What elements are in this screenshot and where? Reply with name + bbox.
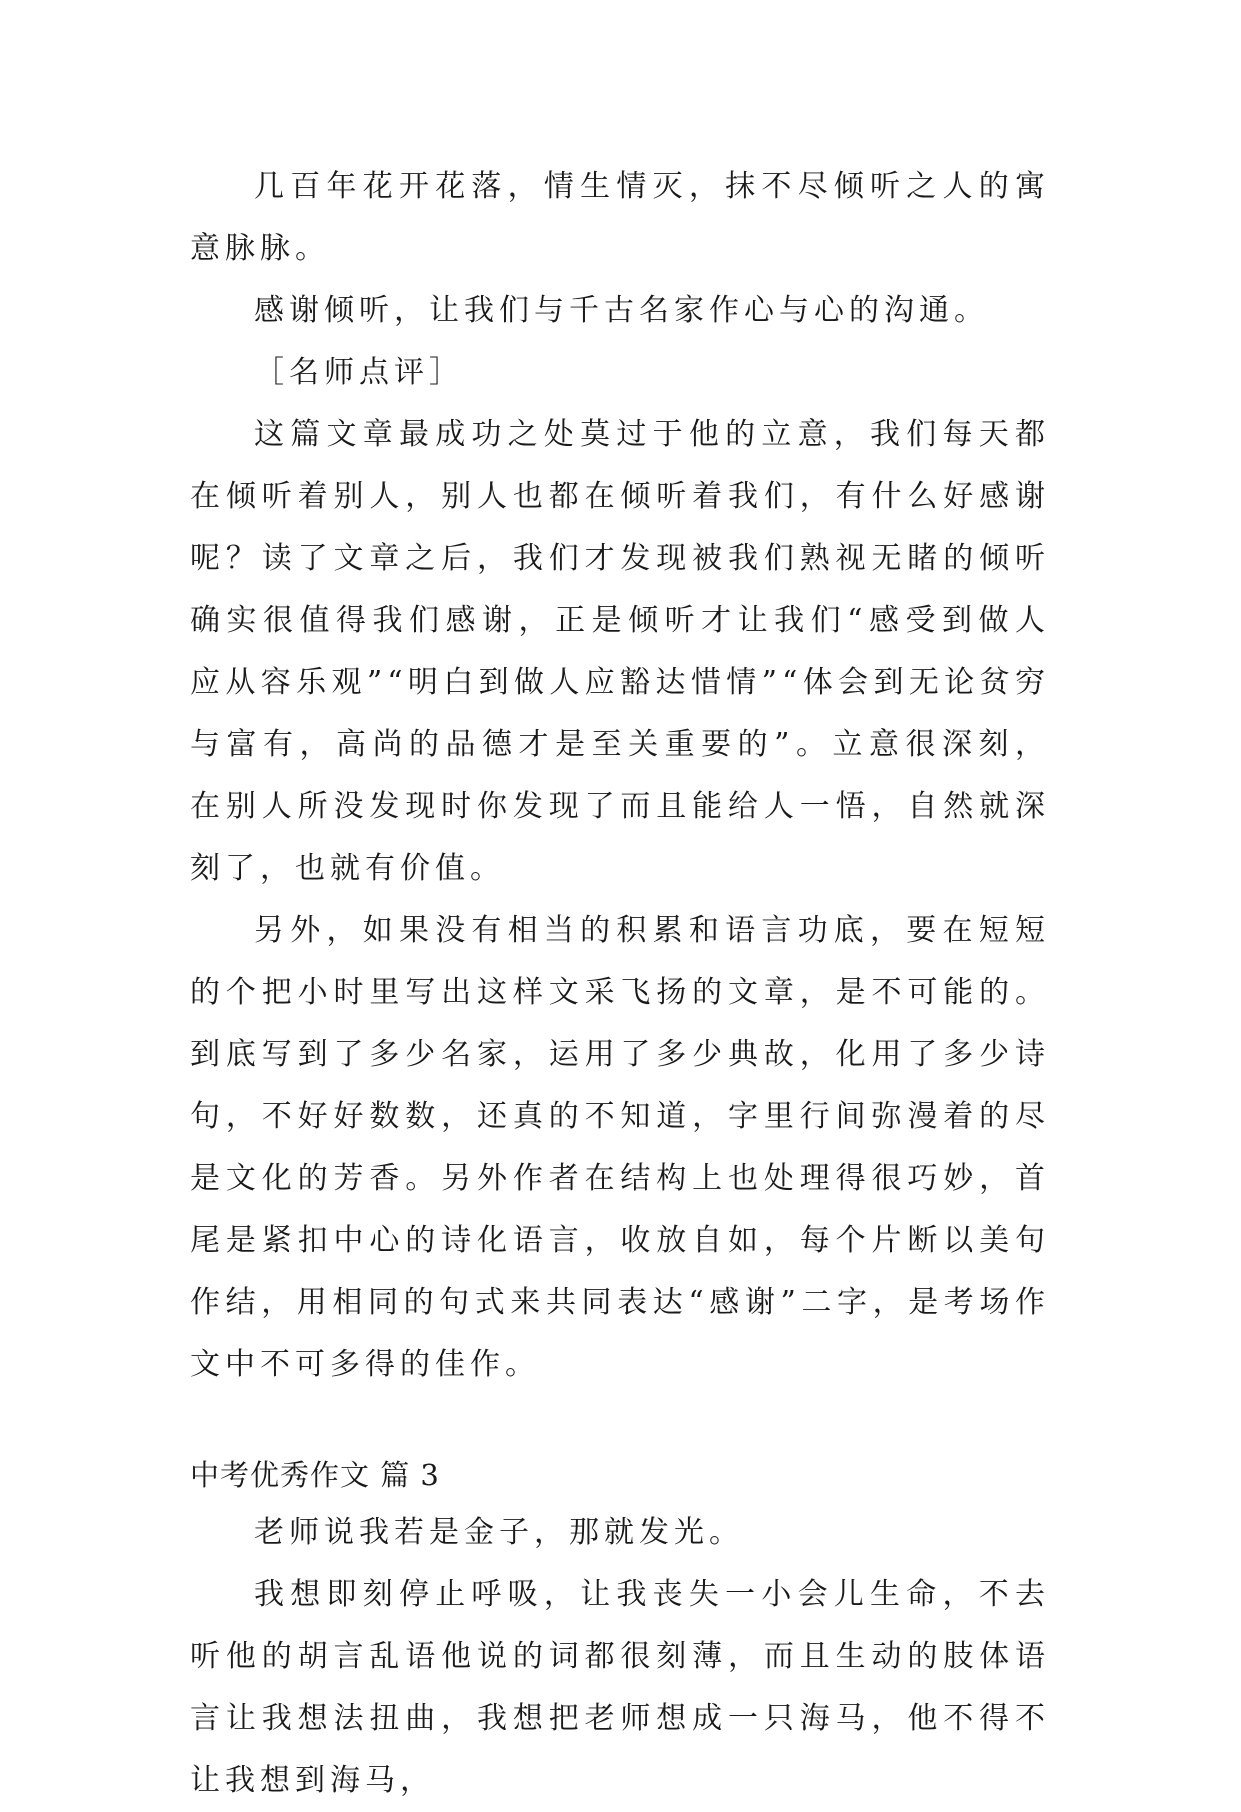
paragraph: 我想即刻停止呼吸，让我丧失一小会儿生命，不去听他的胡言乱语他说的词都很刻薄，而且生动的肢体语言让我想法扭曲，我想把老师想成一只海马，他不得不让我想到海马，: [190, 1577, 1050, 1798]
paragraph: 老师说我若是金子，那就发光。: [254, 1515, 744, 1550]
paragraph: 感谢倾听，让我们与千古名家作心与心的沟通。: [254, 293, 989, 328]
paragraph: 几百年花开花落，情生情灭，抹不尽倾听之人的寓意脉脉。: [190, 169, 1050, 266]
section-heading: 中考优秀作文 篇 3: [190, 1458, 440, 1492]
paragraph: 另外，如果没有相当的积累和语言功底，要在短短的个把小时里写出这样文采飞扬的文章，是不可能的。到底写到了多少名家，运用了多少典故，化用了多少诗句，不好好数数，还真的不知道，字里行间弥漫着的尽是文化的芳香。另外作者在结构上也处理得很巧妙，首尾是紧扣中心的诗化语言，收放自如，每个片断以美句作结，用相同的句式来共同表达“感谢”二字，是考场作文中不可多得的佳作。: [190, 913, 1050, 1382]
document-body: [190, 156, 1050, 1812]
review-label: ［名师点评］: [254, 355, 464, 390]
paragraph: 这篇文章最成功之处莫过于他的立意，我们每天都在倾听着别人，别人也都在倾听着我们，有什么好感谢呢？读了文章之后，我们才发现被我们熟视无睹的倾听确实很值得我们感谢，正是倾听才让我们“感受到做人应从容乐观”“明白到做人应豁达惜情”“体会到无论贫穷与富有，高尚的品德才是至关重要的”。立意很深刻，在别人所没发现时你发现了而且能给人一悟，自然就深刻了，也就有价值。: [190, 417, 1050, 886]
